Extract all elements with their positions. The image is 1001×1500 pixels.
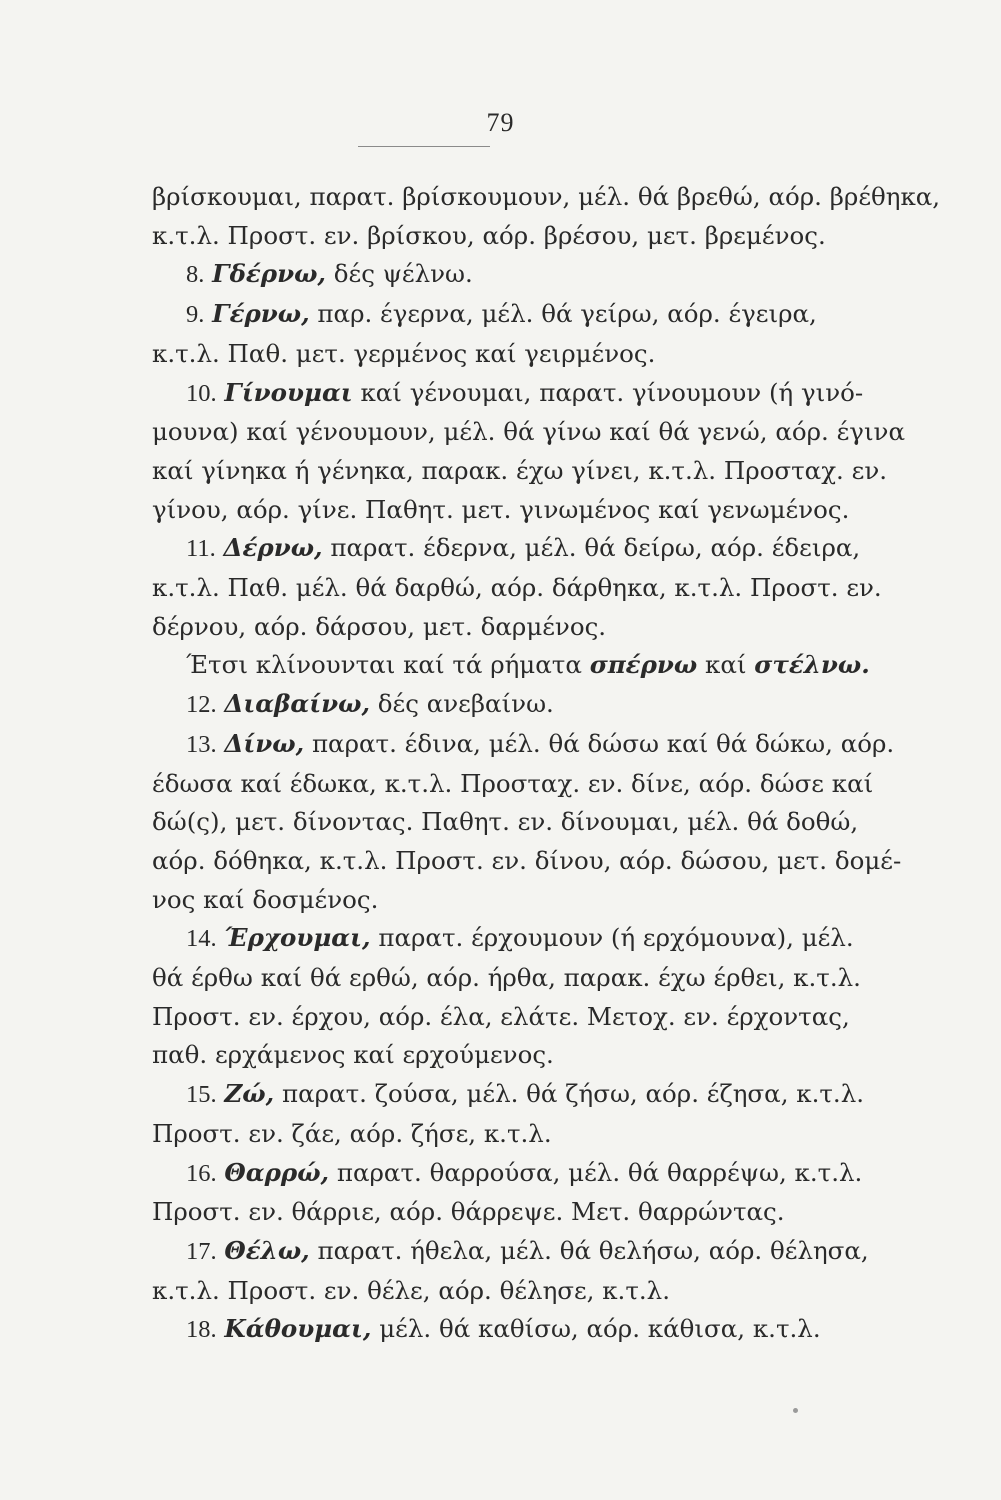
text-line [152,725,895,765]
entry-headword: Κάθουμαι, [224,1314,372,1344]
text-line [152,842,902,881]
text-line [152,803,859,842]
text-line [152,646,870,685]
entry-headword: Δίνω, [224,728,305,758]
line-text: αόρ. δόθηκα, κ.τ.λ. Προστ. εν. δίνου, αόρ. δώσου, μετ. δομέ- [152,845,902,875]
entry-headword: Διαβαίνω, [224,689,370,719]
line-text: γίνου, αόρ. γίνε. Παθητ. μετ. γινωμένος καί γενωμένος. [152,494,850,524]
verb-example: σπέρνω [589,650,698,680]
line-text: Προστ. εν. έρχου, αόρ. έλα, ελάτε. Μετοχ. εν. έρχοντας, [152,1001,850,1031]
entry-number: 14. [186,925,217,953]
header-rule [358,146,490,147]
line-text: Προστ. εν. θάρριε, αόρ. θάρρεψε. Μετ. θαρρώντας. [152,1197,785,1227]
verb-example: στέλνω. [754,650,870,680]
entry-number: 15. [186,1081,217,1109]
entry-number: 10. [186,379,217,407]
text-line [152,1310,821,1350]
line-text: καί γίνηκα ή γένηκα, παρακ. έχω γίνει, κ.τ.λ. Προσταχ. εν. [152,455,888,485]
entry-number: 12. [186,691,217,719]
entry-number: 13. [186,730,217,758]
line-text: βρίσκουμαι, παρατ. βρίσκουμουν, μέλ. θά βρεθώ, αόρ. βρέθηκα, [152,182,941,211]
text-line [152,452,888,491]
text-line [152,529,861,569]
text-body [152,178,941,1350]
line-text: μουνα) καί γένουμουν, μέλ. θά γίνω καί θά γενώ, αόρ. έγινα [152,417,905,447]
text-line [152,608,814,647]
line-text: καί [705,650,747,680]
entry-number: 17. [186,1237,217,1265]
line-text: κ.τ.λ. Παθ. μετ. γερμένος καί γειρμένος. [152,338,656,368]
ink-speck [793,1408,798,1413]
entry-headword: Θέλω, [224,1235,310,1265]
text-line [152,374,864,414]
text-line [152,998,850,1037]
line-text: Προστ. εν. ζάε, αόρ. ζήσε, κ.τ.λ. [152,1118,552,1148]
text-line [152,295,817,335]
entry-headword: Ζώ, [224,1079,275,1109]
entry-text: παρατ. έδινα, μέλ. θά δώσω καί θά δώκω, αόρ. [311,728,895,758]
entry-headword: Γδέρνω, [212,259,326,289]
entry-number: 16. [186,1159,217,1187]
entry-number: 9. [186,301,205,329]
entry-text: παρατ. θαρρούσα, μέλ. θά θαρρέψω, κ.τ.λ. [336,1157,863,1187]
entry-headword: Έρχουμαι, [224,923,371,953]
text-line [152,1075,865,1115]
entry-headword: Γίνουμαι [224,377,353,407]
entry-headword: Γέρνω, [212,299,310,329]
line-text: δέρνου, αόρ. δάρσου, μετ. δαρμένος. [152,611,607,641]
line-text: δώ(ς), μετ. δίνοντας. Παθητ. εν. δίνουμαι, μέλ. θά δοθώ, [152,807,859,837]
text-line [152,217,826,256]
entry-text: καί γένουμαι, παρατ. γίνουμουν (ή γινό- [360,377,864,407]
text-line [152,685,814,725]
entry-text: παρατ. έρχουμουν (ή ερχόμουνα), μέλ. [378,923,854,953]
page-number: 79 [486,108,515,137]
text-line [152,959,861,998]
line-text: θά έρθω καί θά ερθώ, αόρ. ήρθα, παρακ. έχω έρθει, κ.τ.λ. [152,963,861,993]
text-line [152,1193,814,1232]
line-text: νος καί δοσμένος. [152,884,379,914]
entry-text: δές ψέλνω. [333,259,473,289]
text-line [152,1036,814,1075]
text-line [152,178,941,217]
entry-text: δές ανεβαίνω. [377,689,554,719]
text-line [152,1115,814,1154]
text-line [152,1272,814,1311]
entry-text: μέλ. θά καθίσω, αόρ. κάθισα, κ.τ.λ. [379,1314,821,1344]
text-line [152,491,850,530]
entry-headword: Δέρνω, [223,533,323,563]
text-line [152,255,814,295]
text-line [152,1232,869,1272]
text-line [152,765,874,804]
text-line [152,919,854,959]
text-line [152,569,882,608]
line-text: κ.τ.λ. Προστ. εν. βρίσκου, αόρ. βρέσου, μετ. βρεμένος. [152,220,826,250]
entry-text: παρ. έγερνα, μέλ. θά γείρω, αόρ. έγειρα, [317,299,817,329]
text-line [152,335,814,374]
entry-number: 18. [186,1316,217,1344]
text-line [152,413,905,452]
line-text: έδωσα καί έδωκα, κ.τ.λ. Προσταχ. εν. δίνε, αόρ. δώσε καί [152,768,874,798]
text-line [152,1154,863,1194]
entry-number: 8. [186,261,205,289]
line-text: Έτσι κλίνουνται καί τά ρήματα [186,650,582,680]
entry-text: παρατ. έδερνα, μέλ. θά δείρω, αόρ. έδειρα, [330,533,861,563]
line-text: παθ. ερχάμενος καί ερχούμενος. [152,1040,554,1070]
line-text: κ.τ.λ. Προστ. εν. θέλε, αόρ. θέλησε, κ.τ.λ. [152,1275,670,1305]
entry-number: 11. [186,535,216,563]
entry-headword: Θαρρώ, [224,1157,330,1187]
entry-text: παρατ. ήθελα, μέλ. θά θελήσω, αόρ. θέλησα, [317,1235,869,1265]
entry-text: παρατ. ζούσα, μέλ. θά ζήσω, αόρ. έζησα, κ.τ.λ. [281,1079,865,1109]
line-text: κ.τ.λ. Παθ. μέλ. θά δαρθώ, αόρ. δάρθηκα, κ.τ.λ. Προστ. εν. [152,573,882,603]
text-line [152,881,814,920]
